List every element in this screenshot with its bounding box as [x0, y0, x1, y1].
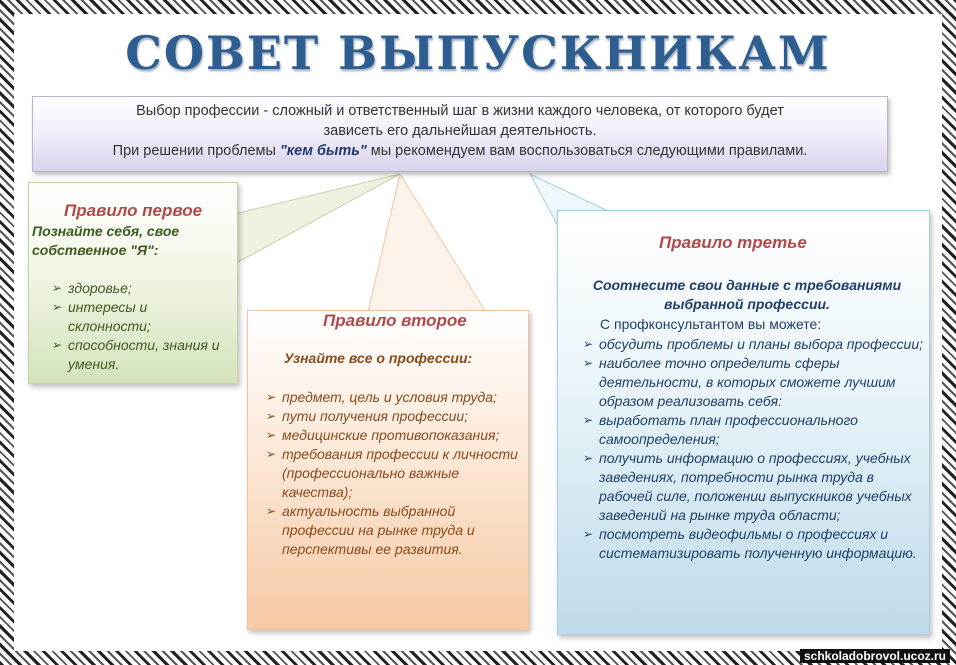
intro-box [32, 96, 888, 172]
page-title: СОВЕТ ВЫПУСКНИКАМ [125, 26, 831, 80]
arrow-bullet-icon: ➢ [583, 527, 594, 541]
intro-line-1: Выбор профессии - сложный и ответственный шаг в жизни каждого человека, от которого будет [136, 103, 784, 119]
intro-emphasis: "кем быть" [279, 143, 367, 159]
arrow-bullet-icon: ➢ [266, 409, 277, 423]
intro-line-3-pre: При решении проблемы [112, 143, 280, 159]
rule3-lead: С профконсультантом вы можете: [600, 316, 822, 332]
arrow-bullet-icon: ➢ [52, 300, 63, 314]
list-item: ➢ здоровье; [52, 280, 132, 296]
rule1-subtitle: Познайте себя, свое собственное "Я": [32, 223, 180, 258]
arrow-bullet-icon: ➢ [583, 413, 594, 427]
list-item: ➢ медицинские противопоказания; [266, 427, 500, 443]
list-item: ➢ интересы и склонности; [52, 299, 151, 334]
arrow-bullet-icon: ➢ [266, 428, 277, 442]
list-item: ➢ пути получения профессии; [266, 408, 469, 424]
rule2-list [266, 388, 520, 559]
rule3-list [583, 335, 925, 563]
watermark: schkoladobrovol.ucoz.ru [800, 649, 950, 663]
intro-line-3 [33, 141, 887, 161]
arrow-bullet-icon: ➢ [583, 356, 594, 370]
list-item: ➢ предмет, цель и условия труда; [266, 389, 497, 405]
list-item: ➢ способности, знания и умения. [52, 337, 220, 372]
intro-line-3-post: мы рекомендуем вам воспользоваться следующими правилами. [366, 143, 808, 159]
rule1-list [52, 279, 222, 374]
list-item: ➢ посмотреть видеофильмы о профессиях и систематизировать полученную информацию. [583, 526, 917, 561]
list-item: ➢ получить информацию о профессиях, учебных заведениях, потребности рынка труда в рабочей силе, положении выпускников учебных заведений на рынке труда области; [583, 450, 912, 523]
arrow-bullet-icon: ➢ [52, 338, 63, 352]
list-item: ➢ наиболее точно определить сферы деятельности, в которых сможете лучшим образом реализовать себя: [583, 355, 896, 409]
arrow-bullet-icon: ➢ [266, 504, 277, 518]
arrow-bullet-icon: ➢ [583, 337, 594, 351]
rule2-heading: Правило второе [323, 311, 467, 330]
rule1-heading: Правило первое [64, 201, 203, 220]
list-item: ➢ обсудить проблемы и планы выбора профессии; [583, 336, 924, 352]
arrow-bullet-icon: ➢ [583, 451, 594, 465]
rule3-heading: Правило третье [659, 233, 807, 252]
connector-rule2 [368, 174, 486, 312]
arrow-bullet-icon: ➢ [52, 281, 63, 295]
connector-rule1 [226, 174, 400, 262]
list-item: ➢ актуальность выбранной профессии на рынке труда и перспективы ее развития. [266, 503, 475, 557]
list-item: ➢ выработать план профессионального самоопределения; [583, 412, 858, 447]
arrow-bullet-icon: ➢ [266, 390, 277, 404]
list-item: ➢ требования профессии к личности (профессионально важные качества); [266, 446, 518, 500]
arrow-bullet-icon: ➢ [266, 447, 277, 461]
rule2-subtitle: Узнайте все о профессии: [284, 350, 473, 366]
intro-line-2: зависеть его дальнейшая деятельность. [323, 123, 597, 139]
rule3-subtitle: Соотнесите свои данные с требованиями выбранной профессии. [592, 277, 902, 312]
